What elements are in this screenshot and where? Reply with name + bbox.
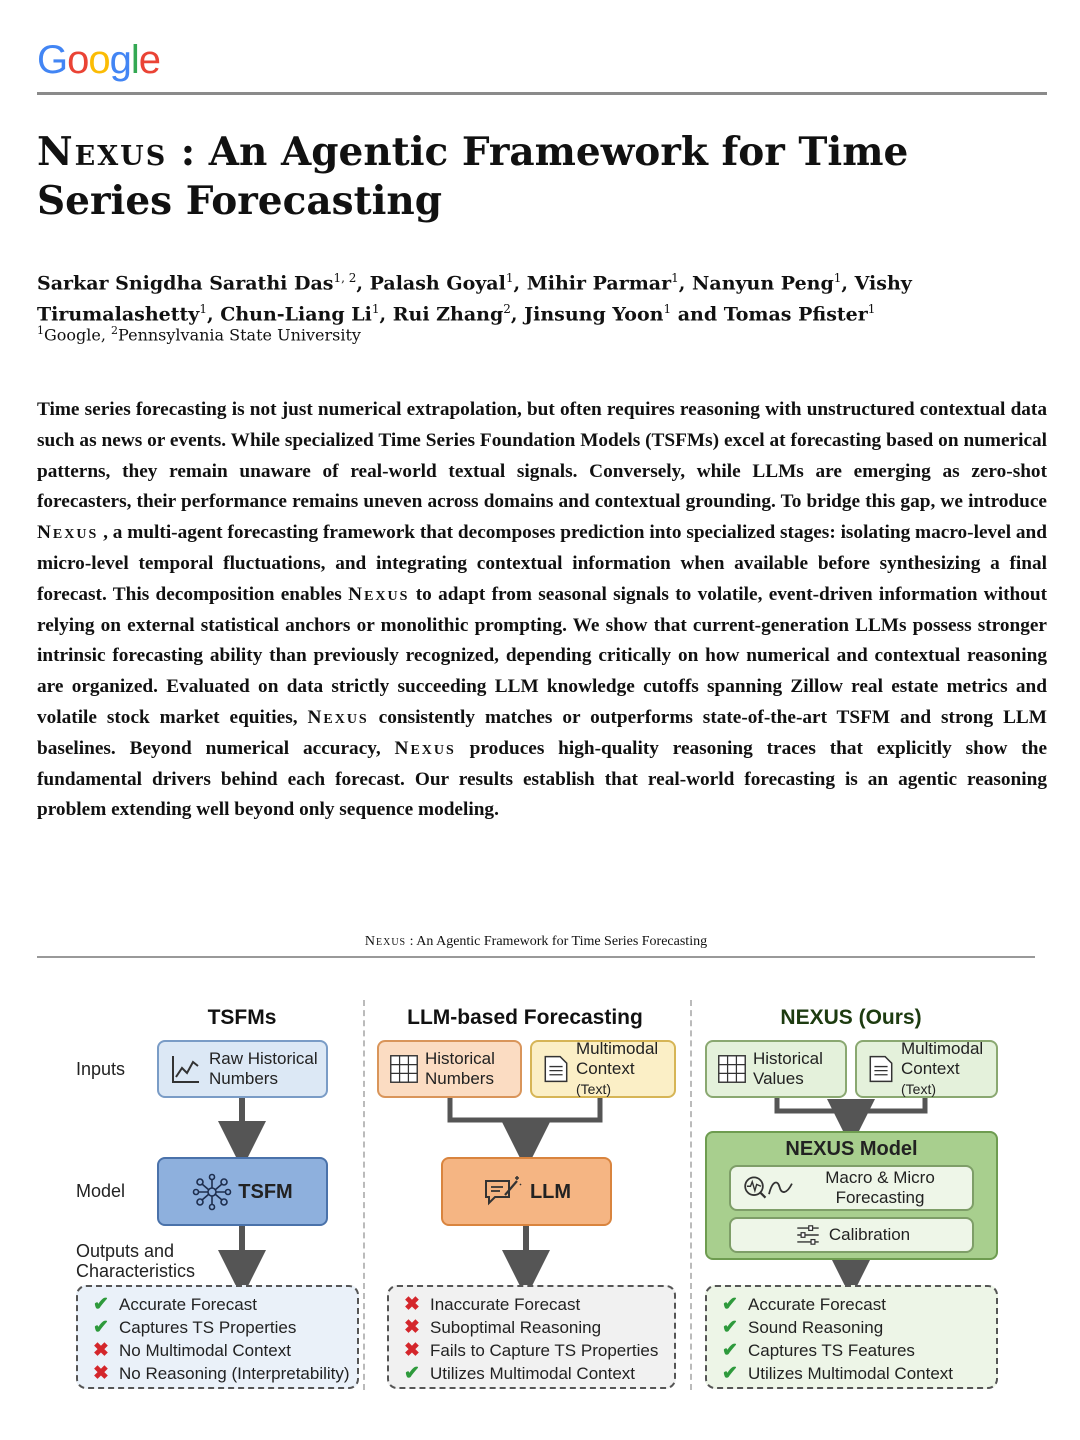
author-name: Sarkar Snigdha Sarathi Das (37, 272, 334, 295)
sliders-icon (793, 1222, 823, 1248)
check-icon: ✔ (722, 1317, 738, 1338)
author-affiliation-mark: 1 (371, 302, 380, 317)
llm-input-numbers: Historical Numbers (377, 1040, 522, 1098)
output-item (403, 1362, 674, 1385)
output-label: Inaccurate Forecast (430, 1295, 581, 1314)
cross-icon: ✖ (404, 1340, 420, 1361)
check-icon: ✔ (93, 1317, 109, 1338)
author-name: Vishy Tirumalashetty (37, 272, 912, 326)
output-label: Utilizes Multimodal Context (748, 1364, 954, 1383)
method-name: Nexus (348, 583, 410, 605)
author-list: Sarkar Snigdha Sarathi Das$^{1, 2}$, Palash Goyal$^1$, Mihir Parmar$^1$, Nanyun Peng$^1$, Vishy Tirumalashetty$^1$, Chun-Liang Li$^1$, Rui Zhang$^2$, Jinsung Yoon$^1$ and Tomas Pfister$^1$ (37, 271, 912, 326)
check-icon: ✔ (404, 1363, 420, 1384)
author-name: Nanyun Peng (692, 272, 834, 295)
author-affiliation-mark: 1 (663, 302, 672, 317)
output-item (403, 1339, 674, 1362)
author-affiliation-mark: 2 (503, 302, 511, 317)
abstract-text: to adapt from seasonal signals to volatile, event-driven information without relying on external statistical anchors or monolithic prompting. We show that current-generation LLMs possess stronger intrinsic forecasting ability than previously recognized, depending critically on how numerical and contextual reasoning are organized. Evaluated on data strictly succeeding LLM knowledge cutoffs spanning Zillow real estate metrics and volatile stock market equities, (37, 583, 1047, 728)
cross-icon: ✖ (93, 1340, 109, 1361)
affiliations: $^1$Google, $^2$Pennsylvania State University (37, 324, 361, 345)
nexus-model-box (705, 1131, 998, 1260)
nexus-input-values: Historical Values (705, 1040, 847, 1098)
output-label: No Multimodal Context (119, 1341, 291, 1360)
output-label: Accurate Forecast (748, 1295, 886, 1314)
abstract-text: consistently matches or outperforms state-of-the-art TSFM and strong LLM baselines. Beyond numerical accuracy, (37, 706, 1047, 759)
check-icon: ✔ (722, 1340, 738, 1361)
output-label: Suboptimal Reasoning (430, 1318, 602, 1337)
logo-letter: G (37, 38, 68, 82)
output-item (92, 1316, 357, 1339)
affiliation-name: Pennsylvania State University (118, 325, 361, 345)
document-icon (867, 1054, 895, 1084)
author-name: Mihir Parmar (526, 272, 672, 295)
author-affiliation-mark: 1 (505, 271, 514, 285)
neural-network-icon (192, 1172, 232, 1212)
author-name: Palash Goyal (369, 272, 506, 295)
chat-sparkle-icon (482, 1175, 524, 1209)
logo-letter: o (67, 38, 89, 82)
output-label: Accurate Forecast (119, 1295, 257, 1314)
author-affiliation-mark: 1 (199, 302, 207, 317)
author-name: Rui Zhang (392, 303, 504, 326)
output-item (92, 1362, 357, 1385)
column-title-tsfm: TSFMs (207, 1006, 277, 1029)
check-icon: ✔ (93, 1294, 109, 1315)
nexus-outputs (705, 1285, 998, 1389)
cross-icon: ✖ (93, 1363, 109, 1384)
affiliation-mark: 1 (37, 324, 44, 337)
abstract-text: Time series forecasting is not just numerical extrapolation, but often requires reasoning with unstructured contextual data such as news or events. While specialized Time Series Foundation Models (TSFMs) excel at forecasting based on numerical patterns, they remain unaware of real-world textual signals. Conversely, while LLMs are emerging as zero-shot forecasters, their performance remains uneven across domains and contextual grounding. To bridge this gap, we introduce (37, 399, 1047, 513)
output-item (403, 1316, 674, 1339)
abstract-text: produces high-quality reasoning traces that explicitly show the fundamental drivers behind each forecast. Our results establish that real-world forecasting is an agentic reasoning problem extending well beyond only sequence modeling. (37, 737, 1047, 821)
number-grid-icon (717, 1054, 747, 1084)
check-icon: ✔ (722, 1363, 738, 1384)
method-name: Nexus (394, 737, 456, 759)
logo-letter: l (130, 38, 139, 82)
macro-micro-stage: Macro & Micro Forecasting (729, 1165, 974, 1211)
author-affiliation-mark: 1, 2 (333, 271, 357, 285)
cross-icon: ✖ (404, 1317, 420, 1338)
output-label: Sound Reasoning (748, 1318, 884, 1337)
output-item (721, 1339, 996, 1362)
calibration-stage: Calibration (729, 1217, 974, 1253)
paper-title: Nexus : An Agentic Framework for Time Series Forecasting (37, 129, 909, 224)
row-label-inputs: Inputs (76, 1059, 126, 1079)
output-item (92, 1293, 357, 1316)
tsfm-model-box: TSFM (157, 1157, 328, 1226)
logo-letter: g (109, 38, 131, 82)
output-item (721, 1316, 996, 1339)
line-chart-icon (169, 1052, 203, 1086)
number-grid-icon (389, 1054, 419, 1084)
output-label: Captures TS Properties (119, 1318, 297, 1337)
column-title-llm: LLM-based Forecasting (407, 1006, 643, 1029)
cross-icon: ✖ (404, 1294, 420, 1315)
column-title-nexus: NEXUS (Ours) (780, 1006, 922, 1029)
document-icon (542, 1054, 570, 1084)
abstract-text: , a multi-agent forecasting framework that decomposes prediction into specialized stages: isolating macro-level and micro-level temporal fluctuations, and integrating contextual information when available before synthesizing a final forecast. This decomposition enables (37, 522, 1047, 605)
author-name: Chun-Liang Li (220, 303, 372, 326)
row-label-outputs: Outputs and Characteristics (76, 1241, 196, 1281)
output-item (721, 1362, 996, 1385)
running-header: Nexus : An Agentic Framework for Time Series Forecasting (364, 934, 708, 949)
output-item (403, 1293, 674, 1316)
llm-model-box: LLM (441, 1157, 612, 1226)
tsfm-input-box: Raw Historical Numbers (157, 1040, 328, 1098)
author-name: Tomas Pfister (723, 303, 868, 326)
check-icon: ✔ (722, 1294, 738, 1315)
output-item (92, 1339, 357, 1362)
output-label: Fails to Capture TS Properties (430, 1341, 659, 1360)
logo-letter: e (138, 38, 161, 82)
logo-letter: o (88, 38, 110, 82)
nexus-model-title: NEXUS Model (785, 1138, 918, 1160)
output-label: No Reasoning (Interpretability) (119, 1364, 350, 1383)
wave-magnifier-icon (739, 1173, 799, 1203)
method-name: Nexus (307, 706, 369, 728)
output-item (721, 1293, 996, 1316)
tsfm-outputs (76, 1285, 359, 1389)
row-label-model: Model (76, 1181, 126, 1201)
llm-outputs (387, 1285, 676, 1389)
llm-input-context: Multimodal Context (Text) (530, 1040, 676, 1098)
affiliation-mark: 2 (111, 324, 119, 337)
output-label: Utilizes Multimodal Context (430, 1364, 636, 1383)
affiliation-name: Google (44, 325, 101, 345)
author-affiliation-mark: 1 (833, 271, 842, 285)
connector-llm-inputs (450, 1098, 600, 1120)
author-affiliation-mark: 1 (867, 302, 876, 317)
author-name: Jinsung Yoon (524, 303, 664, 326)
nexus-input-context: Multimodal Context (Text) (855, 1040, 998, 1098)
author-affiliation-mark: 1 (671, 271, 679, 285)
method-name: Nexus (37, 522, 99, 544)
output-label: Captures TS Features (748, 1341, 915, 1360)
connector-nexus-inputs (777, 1098, 925, 1111)
